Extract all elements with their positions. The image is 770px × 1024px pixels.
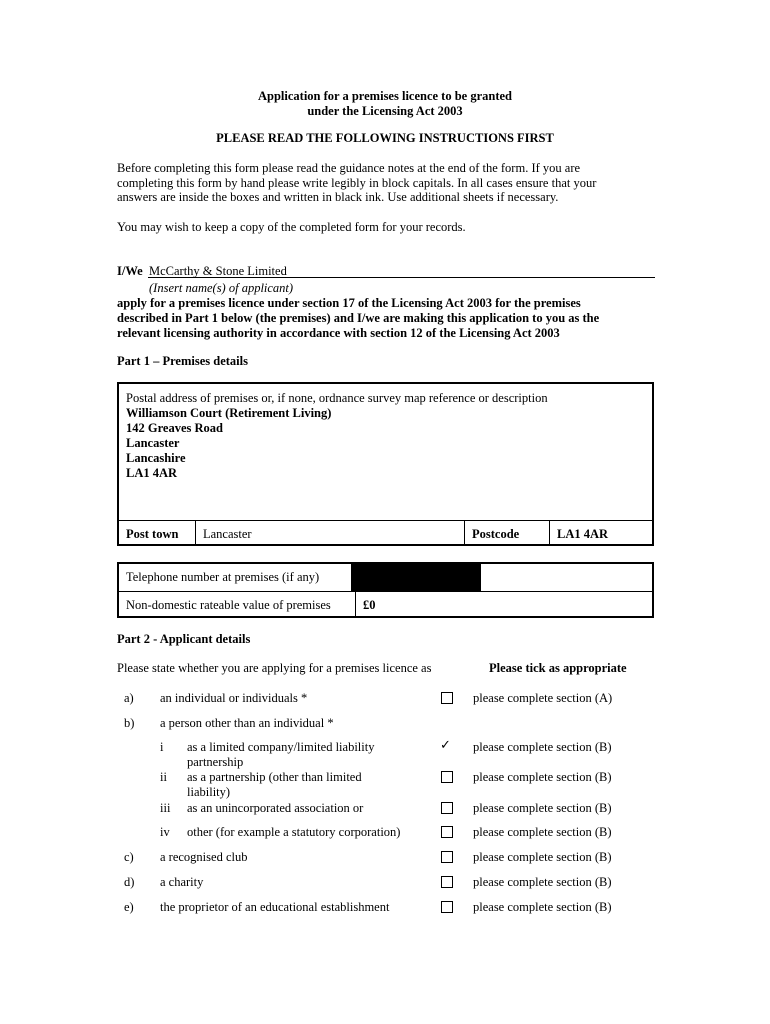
intro-line2: completing this form by hand please write legibly in block capitals. In all cases ensure that your [117, 176, 597, 190]
option-label: as an unincorporated association or [187, 801, 364, 815]
option-section: please complete section (B) [473, 825, 612, 839]
address-line-2[interactable]: 142 Greaves Road [126, 421, 223, 435]
option-marker: e) [124, 900, 134, 914]
option-marker: iii [160, 801, 171, 815]
postcode-field[interactable]: LA1 4AR [557, 527, 609, 541]
rateable-label: Non-domestic rateable value of premises [126, 598, 331, 612]
redacted-telephone[interactable] [351, 564, 481, 592]
intro-copy-note: You may wish to keep a copy of the completed form for your records. [117, 220, 466, 234]
option-label-continued: liability) [187, 785, 231, 799]
option-label: a charity [160, 875, 204, 889]
option-section: please complete section (B) [473, 900, 612, 914]
partnership-checkbox[interactable] [441, 771, 453, 783]
address-line-3[interactable]: Lancaster [126, 436, 180, 450]
option-section: please complete section (B) [473, 801, 612, 815]
option-label: a person other than an individual * [160, 716, 334, 730]
post-town-label: Post town [126, 527, 179, 541]
divider [355, 591, 356, 616]
charity-checkbox[interactable] [441, 876, 453, 888]
option-label: the proprietor of an educational establishment [160, 900, 390, 914]
address-line-5[interactable]: LA1 4AR [126, 466, 178, 480]
telephone-label: Telephone number at premises (if any) [126, 570, 320, 584]
option-marker: a) [124, 691, 134, 705]
option-label: as a partnership (other than limited [187, 770, 362, 784]
recognised-club-checkbox[interactable] [441, 851, 453, 863]
unincorporated-association-checkbox[interactable] [441, 802, 453, 814]
option-marker: i [160, 740, 164, 754]
tick-heading: Please tick as appropriate [489, 661, 627, 675]
option-label: a recognised club [160, 850, 248, 864]
address-row-divider [119, 520, 652, 521]
applicant-name-hint: (Insert name(s) of applicant) [149, 281, 294, 295]
part2-heading: Part 2 - Applicant details [117, 632, 251, 646]
option-label: an individual or individuals * [160, 691, 308, 705]
divider [549, 520, 550, 544]
intro-line1: Before completing this form please read the guidance notes at the end of the form. If you are [117, 161, 581, 175]
part2-prompt: Please state whether you are applying for a premises licence as [117, 661, 432, 675]
option-label: as a limited company/limited liability [187, 740, 375, 754]
option-section: please complete section (B) [473, 850, 612, 864]
option-section: please complete section (B) [473, 770, 612, 784]
option-marker: d) [124, 875, 135, 889]
individual-checkbox[interactable] [441, 692, 453, 704]
divider [195, 520, 196, 544]
applicant-name-underline [148, 277, 655, 278]
option-label-continued: partnership [187, 755, 244, 769]
intro-line3: answers are inside the boxes and written in black ink. Use additional sheets if necessary. [117, 190, 559, 204]
other-body-checkbox[interactable] [441, 826, 453, 838]
address-line-4[interactable]: Lancashire [126, 451, 186, 465]
applicant-statement-line3: relevant licensing authority in accordance with section 12 of the Licensing Act 2003 [117, 326, 560, 340]
postcode-label: Postcode [472, 527, 520, 541]
option-marker: b) [124, 716, 135, 730]
option-section: please complete section (A) [473, 691, 613, 705]
option-section: please complete section (B) [473, 740, 612, 754]
instructions-heading: PLEASE READ THE FOLLOWING INSTRUCTIONS FIRST [216, 131, 554, 145]
educational-establishment-checkbox[interactable] [441, 901, 453, 913]
telephone-rateable-box [117, 562, 654, 618]
form-title-line2: under the Licensing Act 2003 [307, 104, 463, 118]
limited-company-checkbox-checked[interactable]: ✓ [440, 738, 451, 753]
applicant-prefix: I/We [117, 264, 143, 278]
part1-heading: Part 1 – Premises details [117, 354, 248, 368]
post-town-field[interactable]: Lancaster [203, 527, 252, 541]
premises-address-box [117, 382, 654, 546]
applicant-statement-line1: apply for a premises licence under section 17 of the Licensing Act 2003 for the premises [117, 296, 581, 310]
option-label: other (for example a statutory corporation) [187, 825, 401, 839]
address-label: Postal address of premises or, if none, ordnance survey map reference or description [126, 391, 548, 405]
rateable-value-field[interactable]: £0 [363, 598, 376, 612]
telephone-row-divider [119, 591, 652, 592]
applicant-statement-line2: described in Part 1 below (the premises) and I/we are making this application to you as the [117, 311, 600, 325]
applicant-name-field[interactable]: McCarthy & Stone Limited [149, 264, 287, 278]
option-marker: c) [124, 850, 134, 864]
divider [464, 520, 465, 544]
form-title-line1: Application for a premises licence to be granted [257, 89, 513, 103]
option-marker: iv [160, 825, 170, 839]
option-marker: ii [160, 770, 167, 784]
option-section: please complete section (B) [473, 875, 612, 889]
address-line-1[interactable]: Williamson Court (Retirement Living) [126, 406, 332, 420]
